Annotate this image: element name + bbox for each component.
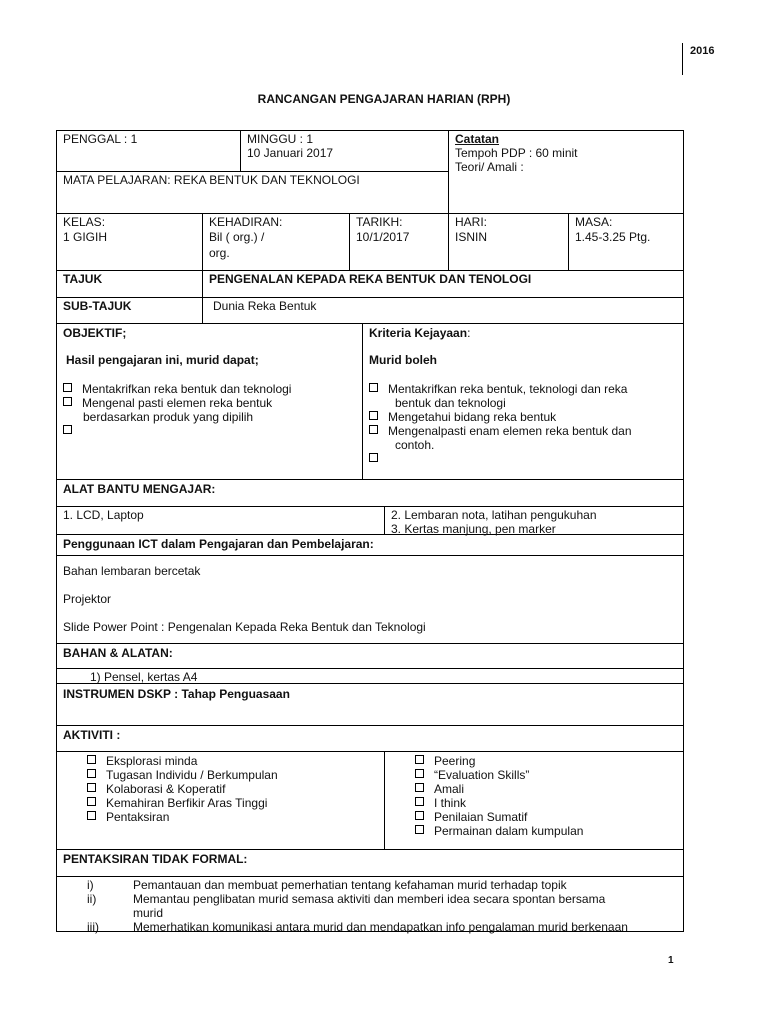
pentaksiran-item-number: i)	[87, 878, 94, 892]
checkbox-icon	[415, 797, 424, 806]
kriteria-item: Mengenalpasti enam elemen reka bentuk dan	[369, 424, 632, 438]
aktiviti-item: Eksplorasi minda	[87, 754, 197, 768]
kehadiran-value-2: org.	[209, 246, 230, 260]
teori-amali-field: Teori/ Amali :	[455, 160, 524, 174]
aktiviti-heading: AKTIVITI :	[63, 728, 121, 742]
tarikh-value: 10/1/2017	[356, 230, 410, 244]
date-full-field: 10 Januari 2017	[247, 146, 334, 160]
mata-pelajaran-field: MATA PELAJARAN: REKA BENTUK DAN TEKNOLOGI	[63, 173, 360, 187]
checkbox-icon	[87, 783, 96, 792]
aktiviti-item: I think	[415, 796, 466, 810]
pentaksiran-item-number: iii)	[87, 920, 99, 934]
checkbox-icon	[87, 769, 96, 778]
alat-item: 3. Kertas manjung, pen marker	[391, 522, 556, 536]
objektif-heading: OBJEKTIF;	[63, 326, 127, 340]
aktiviti-item: Amali	[415, 782, 464, 796]
alat-heading: ALAT BANTU MENGAJAR:	[63, 482, 216, 496]
minggu-field: MINGGU : 1	[247, 132, 314, 146]
aktiviti-item: Kemahiran Berfikir Aras Tinggi	[87, 796, 267, 810]
alat-item: 1. LCD, Laptop	[63, 508, 144, 522]
ict-heading: Penggunaan ICT dalam Pengajaran dan Pembelajaran:	[63, 537, 374, 551]
tarikh-label: TARIKH:	[356, 215, 403, 229]
objektif-item-continued: berdasarkan produk yang dipilih	[83, 410, 254, 424]
aktiviti-item: Pentaksiran	[87, 810, 169, 824]
ict-line: Slide Power Point : Pengenalan Kepada Reka Bentuk dan Teknologi	[63, 620, 426, 634]
aktiviti-item: Penilaian Sumatif	[415, 810, 527, 824]
kehadiran-label: KEHADIRAN:	[209, 215, 283, 229]
kelas-value: 1 GIGIH	[63, 230, 108, 244]
pentaksiran-item-text: murid	[133, 906, 164, 920]
aktiviti-item: Peering	[415, 754, 475, 768]
checkbox-icon	[415, 811, 424, 820]
masa-label: MASA:	[575, 215, 613, 229]
aktiviti-item: Permainan dalam kumpulan	[415, 824, 583, 838]
checkbox-icon	[63, 425, 72, 434]
checkbox-icon	[415, 755, 424, 764]
pentaksiran-item-text: Memantau penglibatan murid semasa aktiviti dan memberi idea secara spontan bersama	[133, 892, 606, 906]
catatan-label: Catatan	[455, 132, 500, 146]
checkbox-icon	[415, 825, 424, 834]
kehadiran-value: Bil ( org.) /	[209, 230, 265, 244]
ict-line: Projektor	[63, 592, 112, 606]
ict-line: Bahan lembaran bercetak	[63, 564, 201, 578]
masa-value: 1.45-3.25 Ptg.	[575, 230, 651, 244]
hari-label: HARI:	[455, 215, 488, 229]
kriteria-item-continued: bentuk dan teknologi	[395, 396, 506, 410]
tajuk-value: PENGENALAN KEPADA REKA BENTUK DAN TENOLOGI	[209, 272, 532, 286]
bahan-heading: BAHAN & ALATAN:	[63, 646, 173, 660]
kriteria-item	[369, 452, 388, 466]
header-divider	[682, 43, 683, 75]
kriteria-item: Mengetahui bidang reka bentuk	[369, 410, 556, 424]
checkbox-icon	[415, 769, 424, 778]
pentaksiran-heading: PENTAKSIRAN TIDAK FORMAL:	[63, 852, 248, 866]
checkbox-icon	[369, 453, 378, 462]
pentaksiran-item-number: ii)	[87, 892, 97, 906]
subtajuk-value: Dunia Reka Bentuk	[213, 299, 317, 313]
checkbox-icon	[87, 755, 96, 764]
checkbox-icon	[415, 783, 424, 792]
alat-item: 2. Lembaran nota, latihan pengukuhan	[391, 508, 597, 522]
objektif-item: Mentakrifkan reka bentuk dan teknologi	[63, 382, 291, 396]
aktiviti-item: “Evaluation Skills”	[415, 768, 529, 782]
checkbox-icon	[87, 811, 96, 820]
penggal-field: PENGGAL : 1	[63, 132, 138, 146]
kriteria-intro: Murid boleh	[369, 353, 437, 367]
objektif-intro: Hasil pengajaran ini, murid dapat;	[66, 353, 259, 367]
aktiviti-item: Tugasan Individu / Berkumpulan	[87, 768, 278, 782]
checkbox-icon	[63, 383, 72, 392]
kriteria-item: Mentakrifkan reka bentuk, teknologi dan reka	[369, 382, 627, 396]
checkbox-icon	[369, 425, 378, 434]
instrumen-heading: INSTRUMEN DSKP : Tahap Penguasaan	[63, 687, 290, 701]
pentaksiran-item-text: Pemantauan dan membuat pemerhatian tentang kefahaman murid terhadap topik	[133, 878, 567, 892]
header-year: 2016	[690, 45, 715, 57]
checkbox-icon	[369, 383, 378, 392]
page-title: RANCANGAN PENGAJARAN HARIAN (RPH)	[257, 92, 511, 106]
kelas-label: KELAS:	[63, 215, 106, 229]
objektif-item	[63, 424, 82, 438]
tempoh-field: Tempoh PDP : 60 minit	[455, 146, 578, 160]
checkbox-icon	[369, 411, 378, 420]
checkbox-icon	[63, 397, 72, 406]
page-number: 1	[668, 955, 674, 966]
subtajuk-label: SUB-TAJUK	[63, 299, 132, 313]
pentaksiran-item-text: Memerhatikan komunikasi antara murid dan mendapatkan info pengalaman murid berkenaan	[133, 920, 628, 934]
aktiviti-item: Kolaborasi & Koperatif	[87, 782, 225, 796]
tajuk-label: TAJUK	[63, 272, 103, 286]
kriteria-heading: Kriteria Kejayaan:	[369, 326, 471, 340]
checkbox-icon	[87, 797, 96, 806]
hari-value: ISNIN	[455, 230, 488, 244]
bahan-item: 1) Pensel, kertas A4	[90, 670, 198, 684]
objektif-item: Mengenal pasti elemen reka bentuk	[63, 396, 272, 410]
kriteria-item-continued: contoh.	[395, 438, 435, 452]
